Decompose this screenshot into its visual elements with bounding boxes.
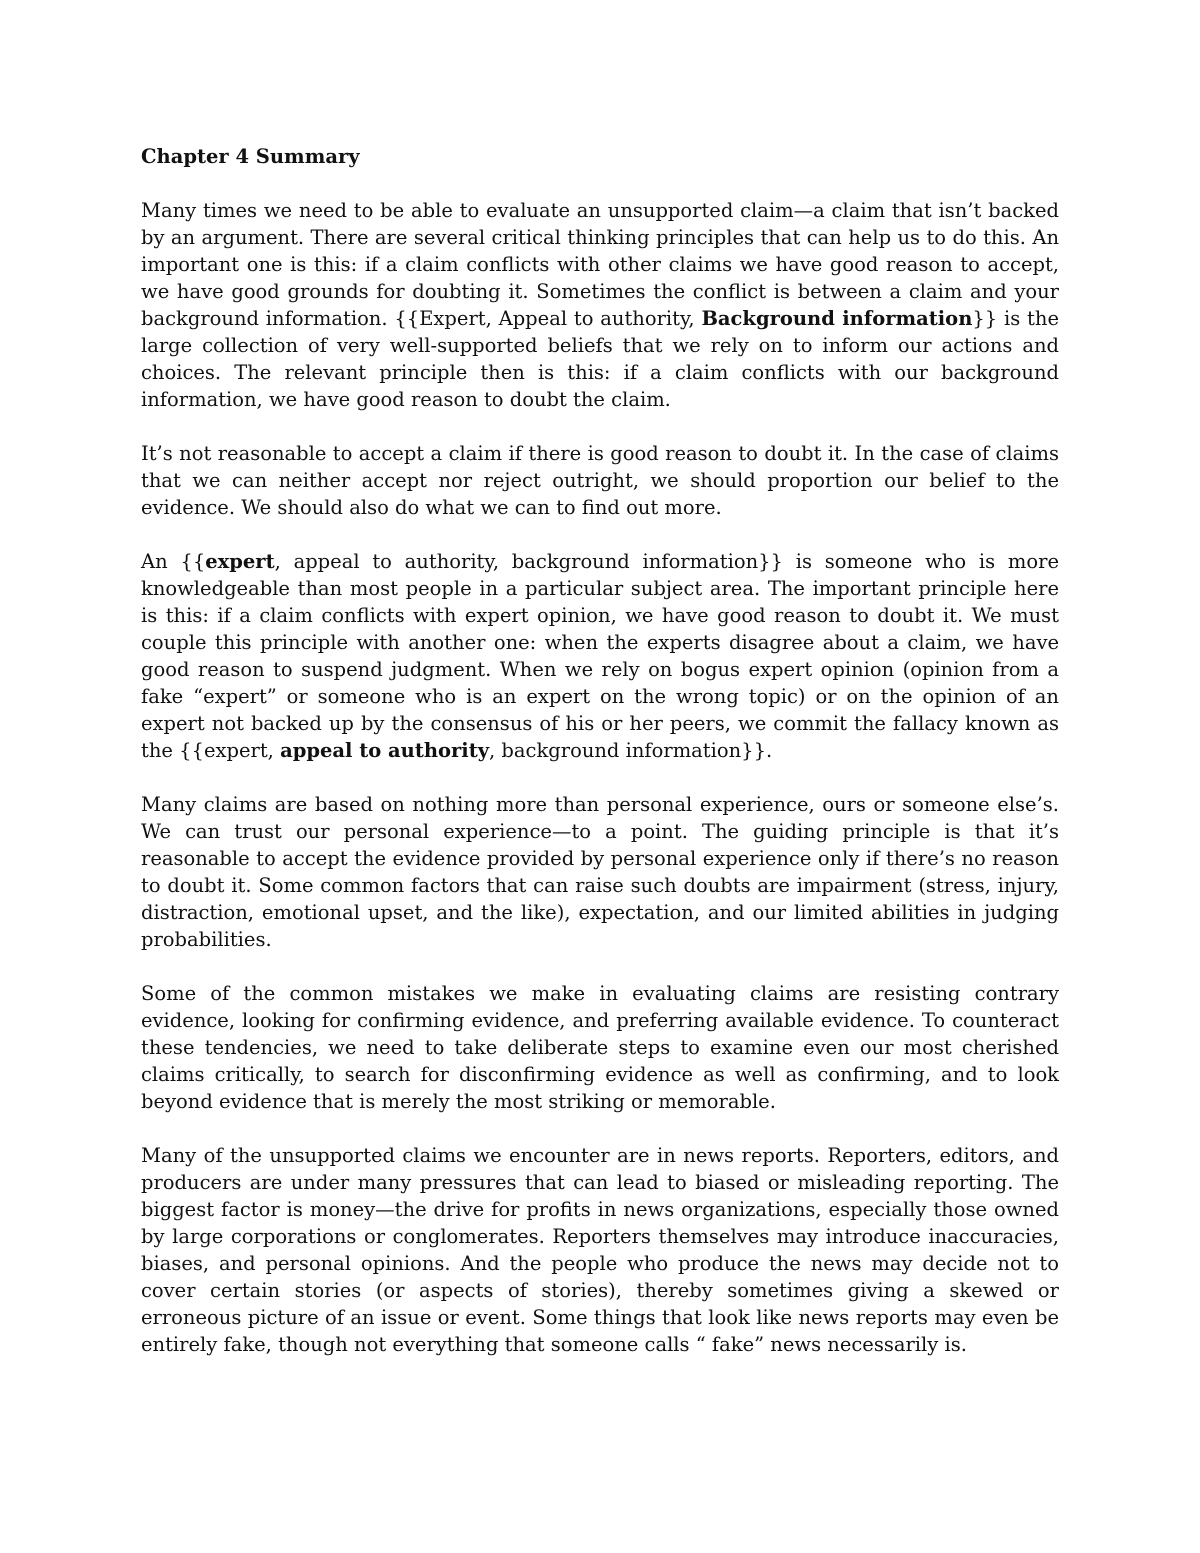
paragraph-text: , background information}}. [489,739,773,762]
paragraph-expert [141,548,1059,764]
paragraph-text: }} is the large collection of very well-supported beliefs that we rely on to inform our actions and choices. The relevant principle then is this: if a claim conflicts with our background information, we have good reason to doubt the claim. [141,307,1059,411]
paragraph-background-information [141,197,1059,413]
paragraph-text: Many times we need to be able to evaluate an unsupported claim—a claim that isn’t backed by an argument. There are several critical thinking principles that can help us to do this. An important one is this: if a claim conflicts with other claims we have good reason to accept, we have good grounds for doubting it. Sometimes the conflict is between a claim and your background information. {{Expert, Appeal to authority, [141,199,1059,330]
paragraph-reasonable-doubt: It’s not reasonable to accept a claim if there is good reason to doubt it. In the case of claims that we can neither accept nor reject outright, we should proportion our belief to the evidence. We should also do what we can to find out more. [141,442,1059,519]
paragraph-personal-experience: Many claims are based on nothing more than personal experience, ours or someone else’s. We can trust our personal experience—to a point. The guiding principle is that it’s reasonable to accept the evidence provided by personal experience only if there’s no reason to doubt it. Some common factors that can raise such doubts are impairment (stress, injury, distraction, emotional upset, and the like), expectation, and our limited abilities in judging probabilities. [141,793,1059,951]
paragraph-news-reports: Many of the unsupported claims we encounter are in news reports. Reporters, editors, and producers are under many pressures that can lead to biased or misleading reporting. The biggest factor is money—the drive for profits in news organizations, especially those owned by large corporations or conglomerates. Reporters themselves may introduce inaccuracies, biases, and personal opinions. And the people who produce the news may decide not to cover certain stories (or aspects of stories), thereby sometimes giving a skewed or erroneous picture of an issue or event. Some things that look like news reports may even be entirely fake, though not everything that someone calls “ fake” news necessarily is. [141,1144,1059,1356]
paragraph-common-mistakes: Some of the common mistakes we make in evaluating claims are resisting contrary evidence, looking for confirming evidence, and preferring available evidence. To counteract these tendencies, we need to take deliberate steps to examine even our most cherished claims critically, to search for disconfirming evidence as well as confirming, and to look beyond evidence that is merely the most striking or memorable. [141,982,1059,1113]
answer-highlight: expert [205,550,275,573]
paragraph-text: , appeal to authority, background information}} is someone who is more knowledgeable than most people in a particular subject area. The important principle here is this: if a claim conflicts with expert opinion, we have good reason to doubt it. We must couple this principle with another one: when the experts disagree about a claim, we have good reason to suspend judgment. When we rely on bogus expert opinion (opinion from a fake “expert” or someone who is an expert on the wrong topic) or on the opinion of an expert not backed up by the consensus of his or her peers, we commit the fallacy known as the {{expert, [141,550,1059,762]
paragraph-text: An {{ [141,550,206,573]
document-page [141,143,1059,1358]
answer-highlight: Background information [701,307,973,330]
page-title: Chapter 4 Summary [141,145,360,168]
answer-highlight: appeal to authority [280,739,490,762]
